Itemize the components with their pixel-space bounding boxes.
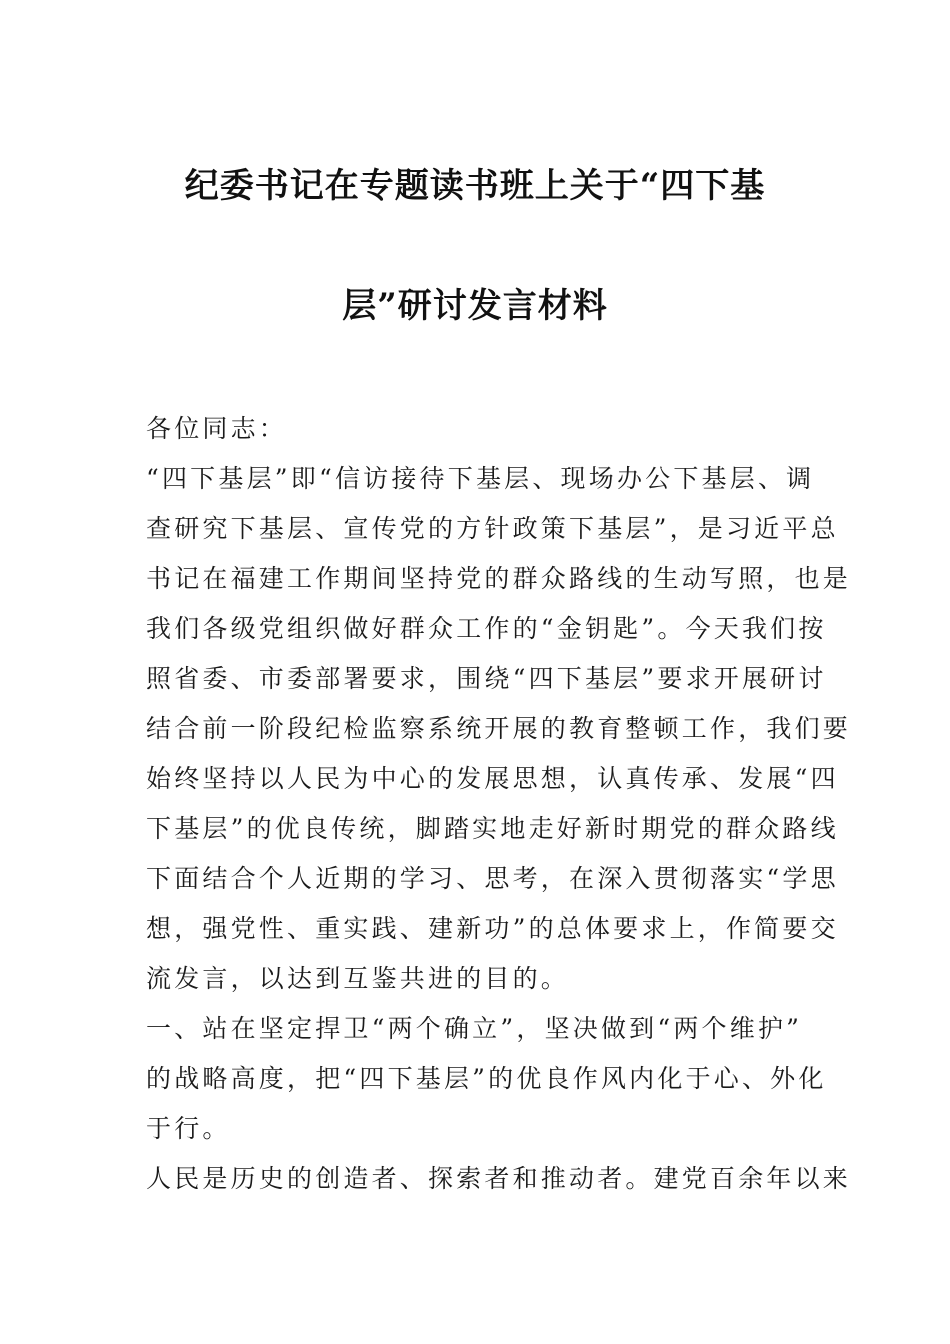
body-line: 下基层”的优良传统，脚踏实地走好新时期党的群众路线 (146, 814, 839, 843)
section-heading-line: 的战略高度，把“四下基层”的优良作风内化于心、外化 (146, 1064, 827, 1093)
body-line: 书记在福建工作期间坚持党的群众路线的生动写照，也是 (146, 564, 852, 593)
body-line: 各位同志： (146, 414, 288, 443)
body-line: 结合前一阶段纪检监察系统开展的教育整顿工作，我们要 (146, 714, 852, 743)
body-line: 查研究下基层、宣传党的方针政策下基层”，是习近平总 (146, 514, 839, 543)
body-line: 人民是历史的创造者、探索者和推动者。建党百余年以来 (146, 1164, 852, 1193)
body-line: 流发言，以达到互鉴共进的目的。 (146, 964, 570, 993)
body-line: 始终坚持以人民为中心的发展思想，认真传承、发展“四 (146, 764, 839, 793)
body-line: 下面结合个人近期的学习、思考，在深入贯彻落实“学思 (146, 864, 839, 893)
body-line: 我们各级党组织做好群众工作的“金钥匙”。今天我们按 (146, 614, 827, 643)
document-title-line-1: 纪委书记在专题读书班上关于“四下基 (184, 166, 766, 206)
document-title-line-2: 层”研讨发言材料 (342, 286, 608, 326)
section-heading-line: 于行。 (146, 1114, 231, 1143)
body-line: 照省委、市委部署要求，围绕“四下基层”要求开展研讨 (146, 664, 827, 693)
section-heading-line: 一、站在坚定捍卫“两个确立”，坚决做到“两个维护” (146, 1014, 803, 1043)
body-line: “四下基层”即“信访接待下基层、现场办公下基层、调 (146, 464, 815, 493)
body-line: 想，强党性、重实践、建新功”的总体要求上，作简要交 (146, 914, 839, 943)
